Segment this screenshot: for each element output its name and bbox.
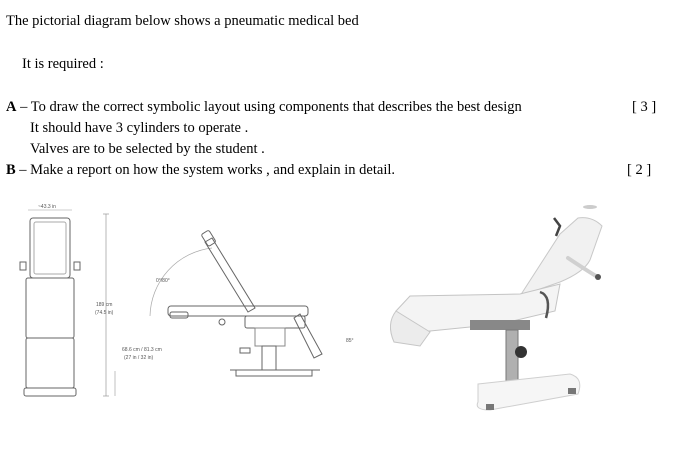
intro-text: The pictorial diagram below shows a pneumatic medical bed <box>6 13 359 29</box>
seat-height-cm-label: 68.6 cm / 81.3 cm <box>122 347 162 353</box>
angle-leg-label: 85° <box>346 338 354 344</box>
part-a-line1 <box>6 98 522 116</box>
height-in-label: (74.5 in) <box>95 310 114 316</box>
front-width-label: ~43.3 in <box>38 204 56 210</box>
bed-photo <box>390 205 602 410</box>
angle-back-label: 0°/80° <box>156 278 170 284</box>
height-cm-label: 189 cm <box>96 302 113 308</box>
part-b-marks: [ 2 ] <box>627 162 652 178</box>
part-b-line <box>6 161 395 179</box>
part-b-letter: B <box>6 162 16 178</box>
seat-height-in-label: (27 in / 32 in) <box>124 355 154 361</box>
part-b-text: – Make a report on how the system works , and explain in detail. <box>15 162 396 178</box>
part-a-text: – To draw the correct symbolic layout using components that describes the best design <box>16 99 522 115</box>
part-a-line2: It should have 3 cylinders to operate . <box>30 120 249 136</box>
part-a-marks: [ 3 ] <box>632 99 657 115</box>
side-view-drawing <box>115 230 322 396</box>
part-a-line3: Valves are to be selected by the student . <box>30 141 265 157</box>
required-text: It is required : <box>22 56 104 72</box>
part-a-letter: A <box>6 99 17 115</box>
medical-bed-figure <box>0 196 698 466</box>
